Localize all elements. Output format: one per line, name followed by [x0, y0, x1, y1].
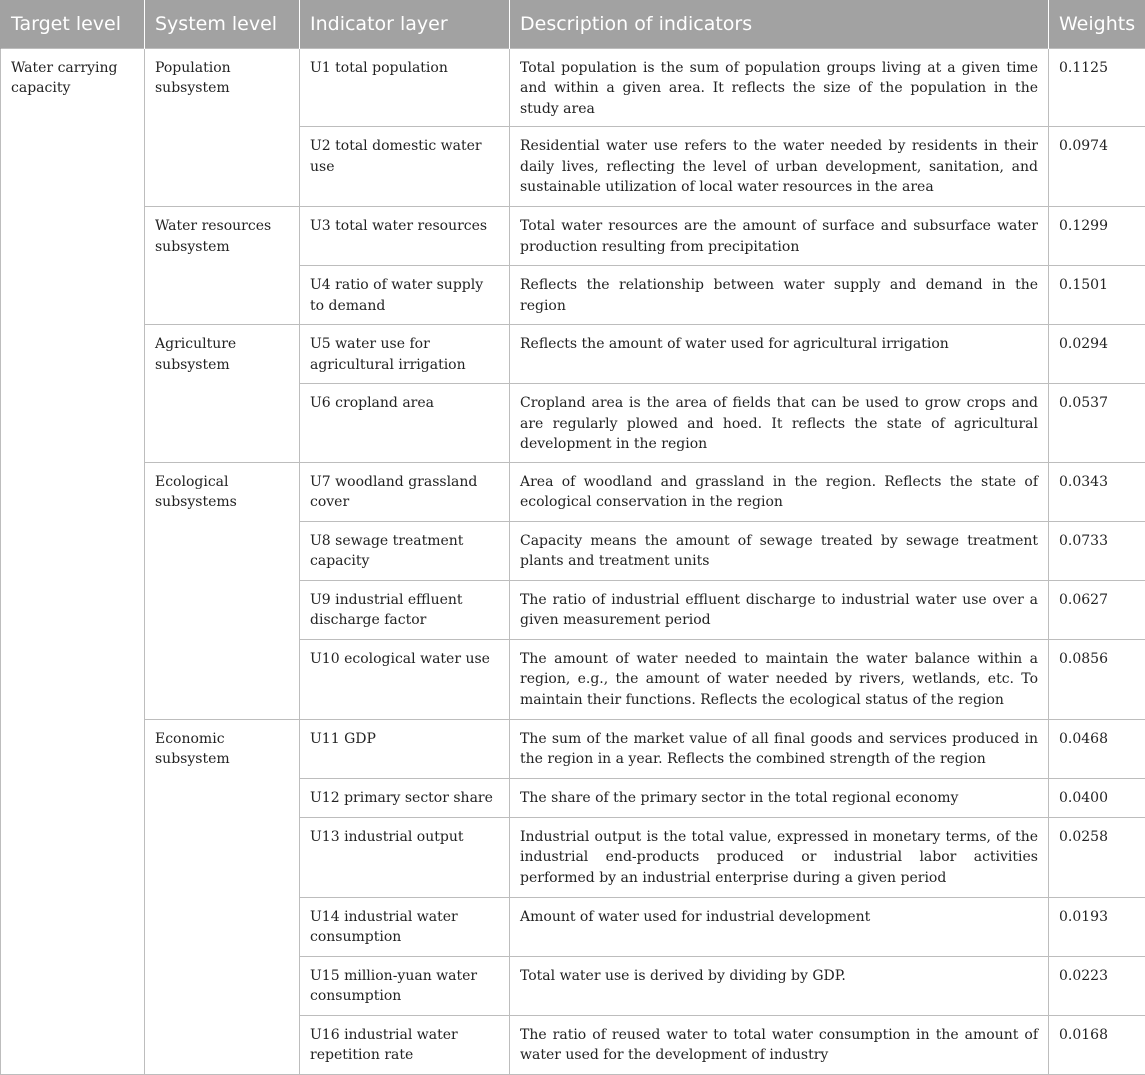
system-level-cell: Water resources subsystem [145, 207, 300, 325]
indicator-cell: U2 total domestic water use [300, 127, 510, 207]
description-cell: The ratio of industrial effluent discharge to industrial water use over a given measurement period [510, 580, 1049, 639]
description-cell: Amount of water used for industrial development [510, 897, 1049, 956]
weight-cell: 0.0294 [1049, 325, 1145, 384]
weight-cell: 0.0258 [1049, 817, 1145, 897]
description-cell: Industrial output is the total value, expressed in monetary terms, of the industrial end-products produced or industrial labor activities performed by an industrial enterprise during a given period [510, 817, 1049, 897]
system-level-cell: Ecological subsystems [145, 462, 300, 719]
description-cell: The ratio of reused water to total water consumption in the amount of water used for the development of industry [510, 1015, 1049, 1074]
weight-cell: 0.0733 [1049, 521, 1145, 580]
target-level-cell: Water carrying capacity [1, 48, 145, 1074]
weight-cell: 0.0343 [1049, 462, 1145, 521]
weight-cell: 0.0974 [1049, 127, 1145, 207]
indicator-cell: U14 industrial water consumption [300, 897, 510, 956]
table-row [1, 48, 1145, 127]
weight-cell: 0.0537 [1049, 384, 1145, 463]
description-cell: Reflects the relationship between water supply and demand in the region [510, 266, 1049, 325]
header-target-level: Target level [1, 0, 145, 48]
indicator-cell: U4 ratio of water supply to demand [300, 266, 510, 325]
description-cell: Reflects the amount of water used for agricultural irrigation [510, 325, 1049, 384]
weight-cell: 0.1501 [1049, 266, 1145, 325]
indicator-cell: U3 total water resources [300, 207, 510, 266]
table-row [1, 719, 1145, 778]
system-level-cell: Agriculture subsystem [145, 325, 300, 463]
indicator-cell: U5 water use for agricultural irrigation [300, 325, 510, 384]
description-cell: The share of the primary sector in the total regional economy [510, 778, 1049, 817]
system-level-cell: Economic subsystem [145, 719, 300, 1074]
header-row [1, 0, 1145, 48]
table-row [1, 325, 1145, 384]
system-level-cell: Population subsystem [145, 48, 300, 207]
indicator-cell: U15 million-yuan water consumption [300, 956, 510, 1015]
table-header [1, 0, 1145, 48]
weight-cell: 0.0468 [1049, 719, 1145, 778]
weight-cell: 0.0193 [1049, 897, 1145, 956]
description-cell: Total population is the sum of population groups living at a given time and within a given area. It reflects the size of the population in the study area [510, 48, 1049, 127]
table-row [1, 207, 1145, 266]
weight-cell: 0.0168 [1049, 1015, 1145, 1074]
weight-cell: 0.0627 [1049, 580, 1145, 639]
header-indicator-layer: Indicator layer [300, 0, 510, 48]
indicator-cell: U9 industrial effluent discharge factor [300, 580, 510, 639]
indicator-cell: U11 GDP [300, 719, 510, 778]
indicator-cell: U8 sewage treatment capacity [300, 521, 510, 580]
indicator-cell: U7 woodland grassland cover [300, 462, 510, 521]
indicator-cell: U1 total population [300, 48, 510, 127]
description-cell: Area of woodland and grassland in the region. Reflects the state of ecological conservation in the region [510, 462, 1049, 521]
header-system-level: System level [145, 0, 300, 48]
indicator-cell: U13 industrial output [300, 817, 510, 897]
indicator-cell: U12 primary sector share [300, 778, 510, 817]
description-cell: Total water use is derived by dividing by GDP. [510, 956, 1049, 1015]
table-body [1, 48, 1145, 1074]
weight-cell: 0.1299 [1049, 207, 1145, 266]
table-row [1, 462, 1145, 521]
weight-cell: 0.0223 [1049, 956, 1145, 1015]
indicator-cell: U6 cropland area [300, 384, 510, 463]
description-cell: Total water resources are the amount of surface and subsurface water production resulting from precipitation [510, 207, 1049, 266]
description-cell: Cropland area is the area of fields that can be used to grow crops and are regularly plowed and hoed. It reflects the state of agricultural development in the region [510, 384, 1049, 463]
weight-cell: 0.0856 [1049, 639, 1145, 719]
weight-cell: 0.0400 [1049, 778, 1145, 817]
description-cell: The sum of the market value of all final goods and services produced in the region in a year. Reflects the combined strength of the region [510, 719, 1049, 778]
description-cell: Residential water use refers to the water needed by residents in their daily lives, reflecting the level of urban development, sanitation, and sustainable utilization of local water resources in the area [510, 127, 1049, 207]
weight-cell: 0.1125 [1049, 48, 1145, 127]
indicator-cell: U10 ecological water use [300, 639, 510, 719]
header-weights: Weights [1049, 0, 1145, 48]
indicator-cell: U16 industrial water repetition rate [300, 1015, 510, 1074]
header-description: Description of indicators [510, 0, 1049, 48]
description-cell: Capacity means the amount of sewage treated by sewage treatment plants and treatment units [510, 521, 1049, 580]
description-cell: The amount of water needed to maintain the water balance within a region, e.g., the amount of water needed by rivers, wetlands, etc. To maintain their functions. Reflects the ecological status of the region [510, 639, 1049, 719]
